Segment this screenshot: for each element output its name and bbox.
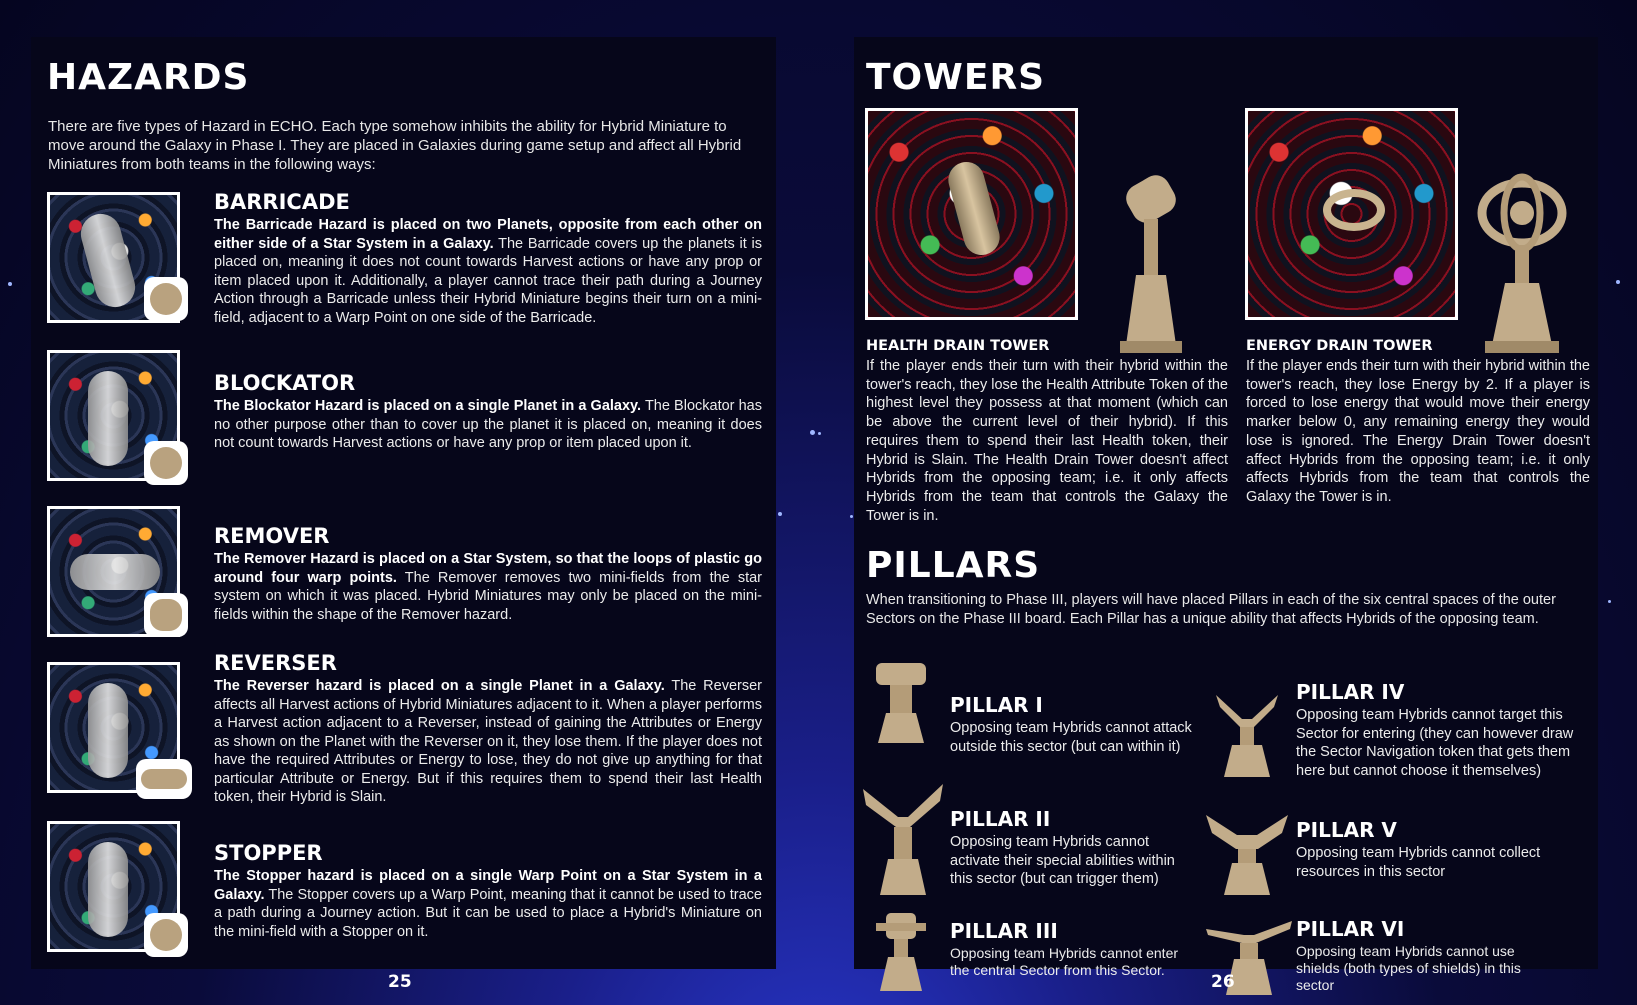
blockator-piece-icon [144, 441, 188, 485]
hazard-title-reverser: REVERSER [214, 651, 337, 675]
hazards-intro: There are five types of Hazard in ECHO. Each type somehow inhibits the ability for Hybrid Miniature to move around the Galaxy in Phase I. They are placed in Galaxies during game setup and affect all Hybrid Miniatures from both teams in the following ways: [48, 118, 742, 173]
pillar-4-figure [1212, 689, 1282, 781]
pillar-title-4: PILLAR IV [1296, 680, 1405, 704]
background-star [778, 512, 782, 516]
hazard-desc-reverser: The Reverser hazard is placed on a single Planet in a Galaxy. The Reverser affects all Harvest actions of Hybrid Miniatures adjacent to it. When a player performs a Harvest action adjacent to a Reverser, instead of gaining the Attributes or Energy as shown on the Planet with the Reverser on it, they lose them. If the player does not have the required Attributes or Energy to lose, they do not give up anything for that particular Attribute or Energy. But if this requires them to spend their last Health token, their Hybrid is Slain. [214, 678, 762, 805]
energy-drain-board-image [1245, 108, 1458, 320]
background-star [810, 430, 815, 435]
hazard-title-blockator: BLOCKATOR [214, 371, 356, 395]
pillar-desc-1: Opposing team Hybrids cannot attack outside this sector (but can within it) [950, 720, 1192, 755]
towers-title: TOWERS [866, 57, 1046, 98]
pillar-desc-2: Opposing team Hybrids cannot activate their special abilities within this sector (but can trigger them) [950, 834, 1175, 887]
tower-title-health: HEALTH DRAIN TOWER [866, 338, 1050, 354]
page-number: 26 [1211, 972, 1235, 992]
hazard-desc-remover: The Remover Hazard is placed on a Star System, so that the loops of plastic go around four warp points. The Remover removes two mini-fields from the star system on which it was placed. Hybrid Miniatures may only be placed on the mini-fields within the shape of the Remover hazard. [214, 551, 762, 623]
hazard-title-barricade: BARRICADE [214, 190, 350, 214]
pillars-intro: When transitioning to Phase III, players will have placed Pillars in each of the six central spaces of the outer Sectors on the Phase III board. Each Pillar has a unique ability that affects Hybrids of the opposing team. [866, 592, 1556, 627]
pillar-title-5: PILLAR V [1296, 818, 1397, 842]
remover-piece-icon [144, 593, 188, 637]
background-star [1616, 280, 1620, 284]
energy-drain-tower-figure [1467, 165, 1577, 355]
tower-desc-energy: If the player ends their turn with their hybrid within the tower's reach, they lose Energy by 2. If a player is forced to lose energy that would move their energy marker below 0, any remaining energy they would lose is ignored. The Energy Drain Tower doesn't affect Hybrids from the opposing team; i.e. it only affects Hybrids from the team that controls the Galaxy the Tower is in. [1246, 358, 1590, 505]
pillar-1-figure [866, 657, 936, 747]
towers-pillars-page [854, 37, 1598, 993]
pillar-desc-6: Opposing team Hybrids cannot use shields (both types of shields) in this sector [1296, 943, 1521, 993]
tower-title-energy: ENERGY DRAIN TOWER [1246, 338, 1433, 354]
pillar-5-figure [1202, 807, 1292, 899]
stopper-piece-icon [144, 913, 188, 957]
hazards-page [31, 37, 776, 992]
pillar-title-2: PILLAR II [950, 807, 1051, 831]
pillar-3-figure [868, 909, 934, 994]
hazard-title-stopper: STOPPER [214, 841, 323, 865]
pillar-desc-4: Opposing team Hybrids cannot target this Sector for entering (they can however draw the Sector Navigation token that gets them here but cannot choose it themselves) [1296, 707, 1574, 779]
background-star [850, 515, 853, 518]
pillar-title-1: PILLAR I [950, 693, 1043, 717]
background-star [8, 282, 12, 286]
hazards-title: HAZARDS [47, 57, 250, 98]
pillars-title: PILLARS [866, 545, 1041, 586]
page-number: 25 [388, 972, 412, 992]
pillar-desc-3: Opposing team Hybrids cannot enter the central Sector from this Sector. [950, 945, 1179, 978]
tower-desc-health: If the player ends their turn with their hybrid within the tower's reach, they lose the Health Attribute Token of the highest level they possess at that moment (which can be above the current level of their hybrid). If this requires them to spend their last Health token, their Hybrid is Slain. The Health Drain Tower doesn't affect Hybrids from the opposing team; i.e. it only affects Hybrids from the team that controls the Galaxy the Tower is in. [866, 358, 1228, 524]
background-star [818, 432, 821, 435]
pillar-title-3: PILLAR III [950, 919, 1058, 943]
hazard-desc-barricade: The Barricade Hazard is placed on two Planets, opposite from each other on either side of a Star System in a Galaxy. The Barricade covers up the planets it is placed on, meaning it does not count towards Harvest actions or have any prop or item placed upon it. Additionally, a player cannot trace their path during a Journey Action through a Barricade unless their Hybrid Miniature begins their turn on a mini-field, adjacent to a Warp Point on one side of the Barricade. [214, 217, 762, 326]
pillar-desc-5: Opposing team Hybrids cannot collect resources in this sector [1296, 845, 1541, 880]
reverser-piece-icon [136, 759, 192, 799]
health-drain-board-image [865, 108, 1078, 320]
barricade-piece-icon [144, 277, 188, 321]
pillar-2-figure [858, 779, 948, 899]
hazard-desc-stopper: The Stopper hazard is placed on a single Warp Point on a Star System in a Galaxy. The Stopper covers up a Warp Point, meaning that it cannot be used to trace a path during a Journey action. But it can be used to place a Hybrid's Miniature on the mini-field with a Stopper on it. [214, 868, 762, 940]
hazard-desc-blockator: The Blockator Hazard is placed on a single Planet in a Galaxy. The Blockator has no other purpose other than to cover up the planet it is placed on, meaning it does not count towards Harvest actions or have any prop or item placed upon it. [214, 398, 762, 451]
health-drain-tower-figure [1106, 165, 1196, 355]
hazard-title-remover: REMOVER [214, 524, 330, 548]
background-star [1608, 600, 1611, 603]
pillar-title-6: PILLAR VI [1296, 917, 1405, 941]
